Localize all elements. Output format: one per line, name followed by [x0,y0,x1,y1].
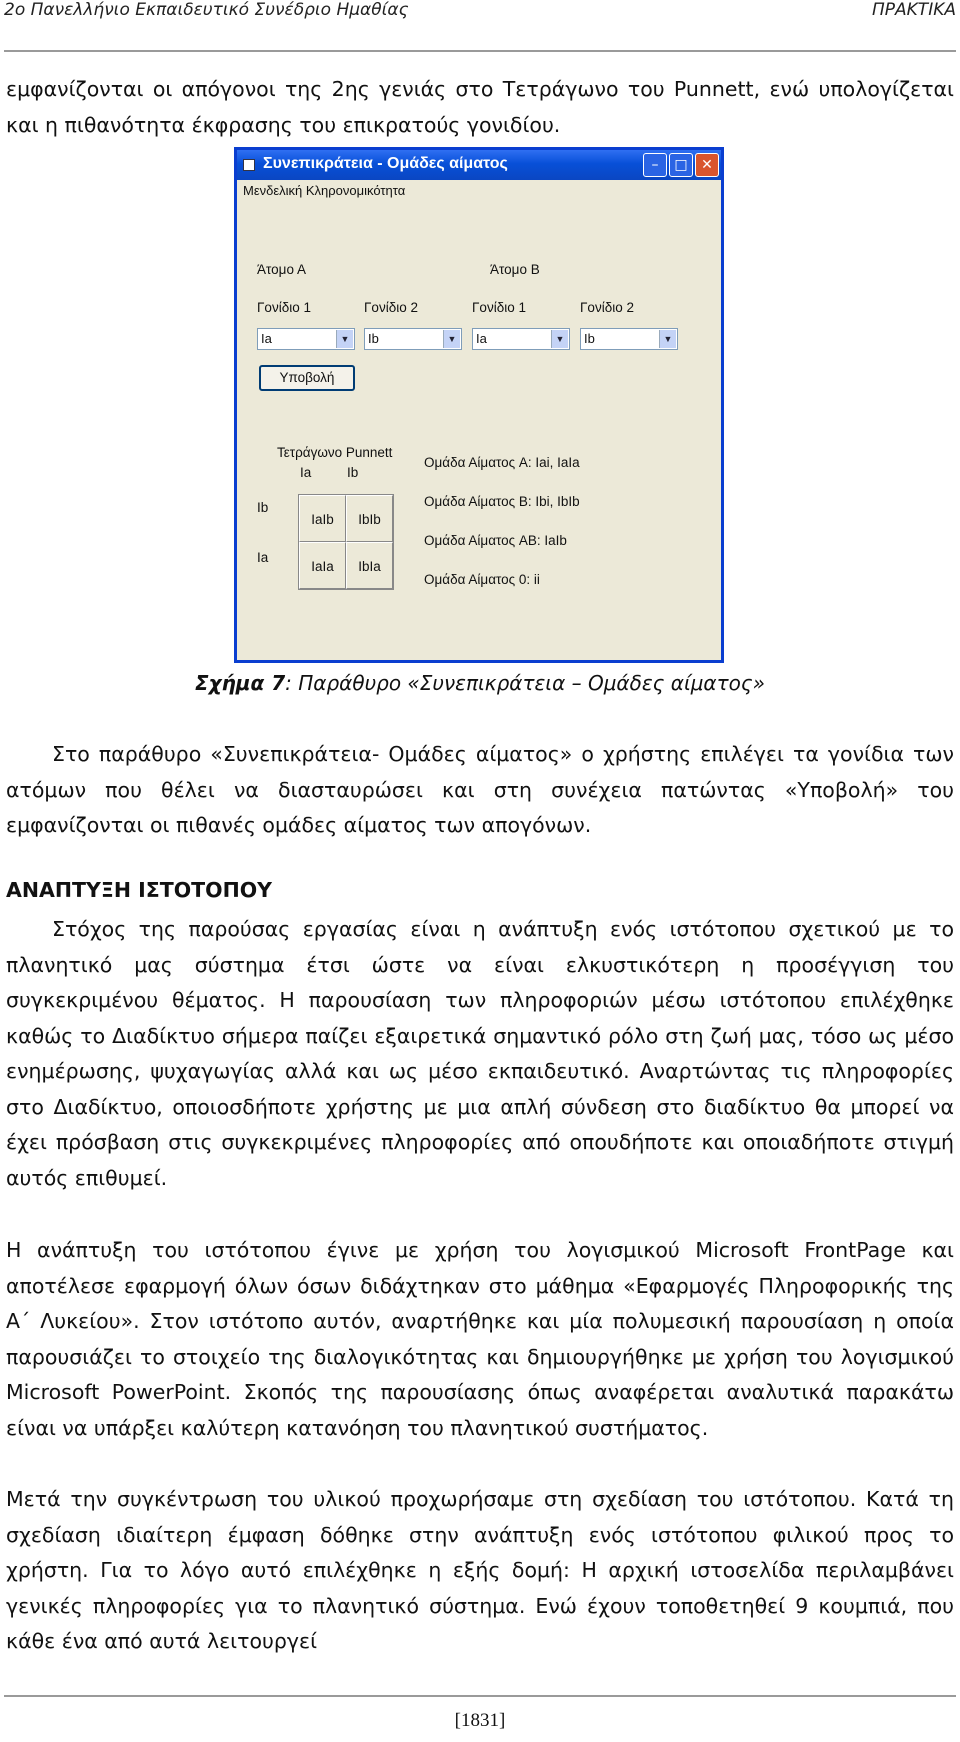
blood-group-result: Ομάδα Αίματος A: Iai, IaIa [424,455,580,470]
frontpage-paragraph: Η ανάπτυξη του ιστότοπου έγινε με χρήση του λογισμικού Microsoft FrontPage και αποτέλεσε εφαρμογή όλων όσων διδάχτηκαν στο μάθημα «Εφαρμογές Πληροφορικής της Α΄ Λυκείου». Στον ιστότοπο αυτόν, αναρτήθηκε και μία πολυμεσική παρουσίαση η οποία παρουσιάζει το στοιχείο της διαλογικότητας και δημιουργήθηκε με χρήση του λογισμικού Microsoft PowerPoint. Σκοπός της παρουσίασης όπως αναφέρεται αναλυτικά παρακάτω είναι να υπάρξει καλύτερη κατανόηση του πλανητικού συστήματος. [6,1238,954,1440]
select-value: Ia [476,331,487,346]
person-b-label: Άτομο Β [490,262,540,277]
close-icon[interactable]: ✕ [695,153,719,177]
person-b-gene1-label: Γονίδιο 1 [472,300,526,315]
punnett-row-header: Ib [257,500,269,515]
dropdown-arrow-icon[interactable]: ▼ [443,330,460,348]
blood-group-result: Ομάδα Αίματος B: Ibi, IbIb [424,494,580,509]
punnett-col-header: Ia [300,465,312,480]
person-b-gene1-select[interactable] [472,328,570,350]
dropdown-arrow-icon[interactable]: ▼ [659,330,676,348]
window-icon [243,159,255,171]
punnett-cell: IbIa [346,542,393,589]
intro-paragraph: εμφανίζονται οι απόγονοι της 2ης γενιάς στο Τετράγωνο του Punnett, ενώ υπολογίζεται και η πιθανότητα έκφρασης του επικρατούς γονιδίου. [6,77,954,137]
person-a-gene1-label: Γονίδιο 1 [257,300,311,315]
dropdown-arrow-icon[interactable]: ▼ [551,330,568,348]
menu-mendelian-inheritance[interactable]: Μενδελική Κληρονομικότητα [243,183,406,198]
blood-group-result: Ομάδα Αίματος 0: ii [424,572,540,587]
person-a-label: Άτομο Α [257,262,306,277]
punnett-grid [298,494,394,590]
figure-caption-label: Σχήμα 7 [195,671,286,695]
person-b-gene2-select[interactable] [580,328,678,350]
punnett-cell: IbIb [346,495,393,542]
person-b-gene2-label: Γονίδιο 2 [580,300,634,315]
blood-group-result: Ομάδα Αίματος AB: IaIb [424,533,567,548]
figure-caption-text: : Παράθυρο «Συνεπικράτεια – Ομάδες αίματος» [285,671,765,695]
window-description-paragraph: Στο παράθυρο «Συνεπικράτεια- Ομάδες αίματος» ο χρήστης επιλέγει τα γονίδια των ατόμων που θέλει να διασταυρώσει και στη συνέχεια πατώντας «Υποβολή» του εμφανίζονται οι πιθανές ομάδες αίματος των απογόνων. [6,742,954,837]
dialog-titlebar [237,150,721,180]
running-header-section: ΠΡΑΚΤΙΚΑ [872,0,956,20]
running-header-title: 2ο Πανελλήνιο Εκπαιδευτικό Συνέδριο Ημαθίας [4,0,409,20]
maximize-icon[interactable]: □ [669,153,693,177]
select-value: Ib [584,331,595,346]
person-a-gene2-select[interactable] [364,328,462,350]
select-value: Ib [368,331,379,346]
figure-caption [0,671,960,695]
minimize-icon[interactable]: – [643,153,667,177]
page-number: [1831] [454,1710,506,1731]
blood-groups-dialog [234,147,724,663]
dropdown-arrow-icon[interactable]: ▼ [336,330,353,348]
submit-button[interactable]: Υποβολή [259,365,355,391]
punnett-col-header: Ib [347,465,359,480]
punnett-square-title: Τετράγωνο Punnett [277,445,393,460]
goal-paragraph: Στόχος της παρούσας εργασίας είναι η ανάπτυξη ενός ιστότοπου σχετικού με το πλανητικό μας σύστημα έτσι ώστε να είναι ελκυστικότερη η προσέγγιση του συγκεκριμένου θέματος. Η παρουσίαση των πληροφοριών μέσω ιστότοπου επιλέχθηκε καθώς το Διαδίκτυο σήμερα παίζει εξαιρετικά σημαντικό ρόλο στη ζωή μας, τόσο ως μέσο ενημέρωσης, ψυχαγωγίας αλλά και ως μέσο εκπαιδευτικό. Αναρτώντας τις πληροφορίες στο Διαδίκτυο, οποιοσδήποτε χρήστης με μια απλή σύνδεση στο διαδίκτυο θα μπορεί να έχει πρόσβαση στις συγκεκριμένες πληροφορίες από οπουδήποτε και οποιαδήποτε στιγμή αυτός επιθυμεί. [6,917,954,1190]
punnett-row-header: Ia [257,550,269,565]
footer-divider [4,1695,956,1697]
person-a-gene1-select[interactable] [257,328,355,350]
header-divider [4,50,956,52]
punnett-cell: IaIb [299,495,346,542]
select-value: Ia [261,331,272,346]
section-heading: ΑΝΑΠΤΥΞΗ ΙΣΤΟΤΟΠΟΥ [6,878,272,902]
person-a-gene2-label: Γονίδιο 2 [364,300,418,315]
punnett-cell: IaIa [299,542,346,589]
design-paragraph: Μετά την συγκέντρωση του υλικού προχωρήσαμε στη σχεδίαση του ιστότοπου. Κατά τη σχεδίαση ιδιαίτερη έμφαση δόθηκε στην ανάπτυξη ενός ιστότοπου φιλικού προς το χρήστη. Για το λόγο αυτό επιλέχθηκε η εξής δομή: Η αρχική ιστοσελίδα περιλαμβάνει γενικές πληροφορίες για το πλανητικό σύστημα. Ενώ έχουν τοποθετηθεί 9 κουμπιά, που κάθε ένα από αυτά λειτουργεί [6,1487,954,1653]
dialog-title: Συνεπικράτεια - Ομάδες αίματος [263,155,508,172]
menu-bar [237,180,721,202]
